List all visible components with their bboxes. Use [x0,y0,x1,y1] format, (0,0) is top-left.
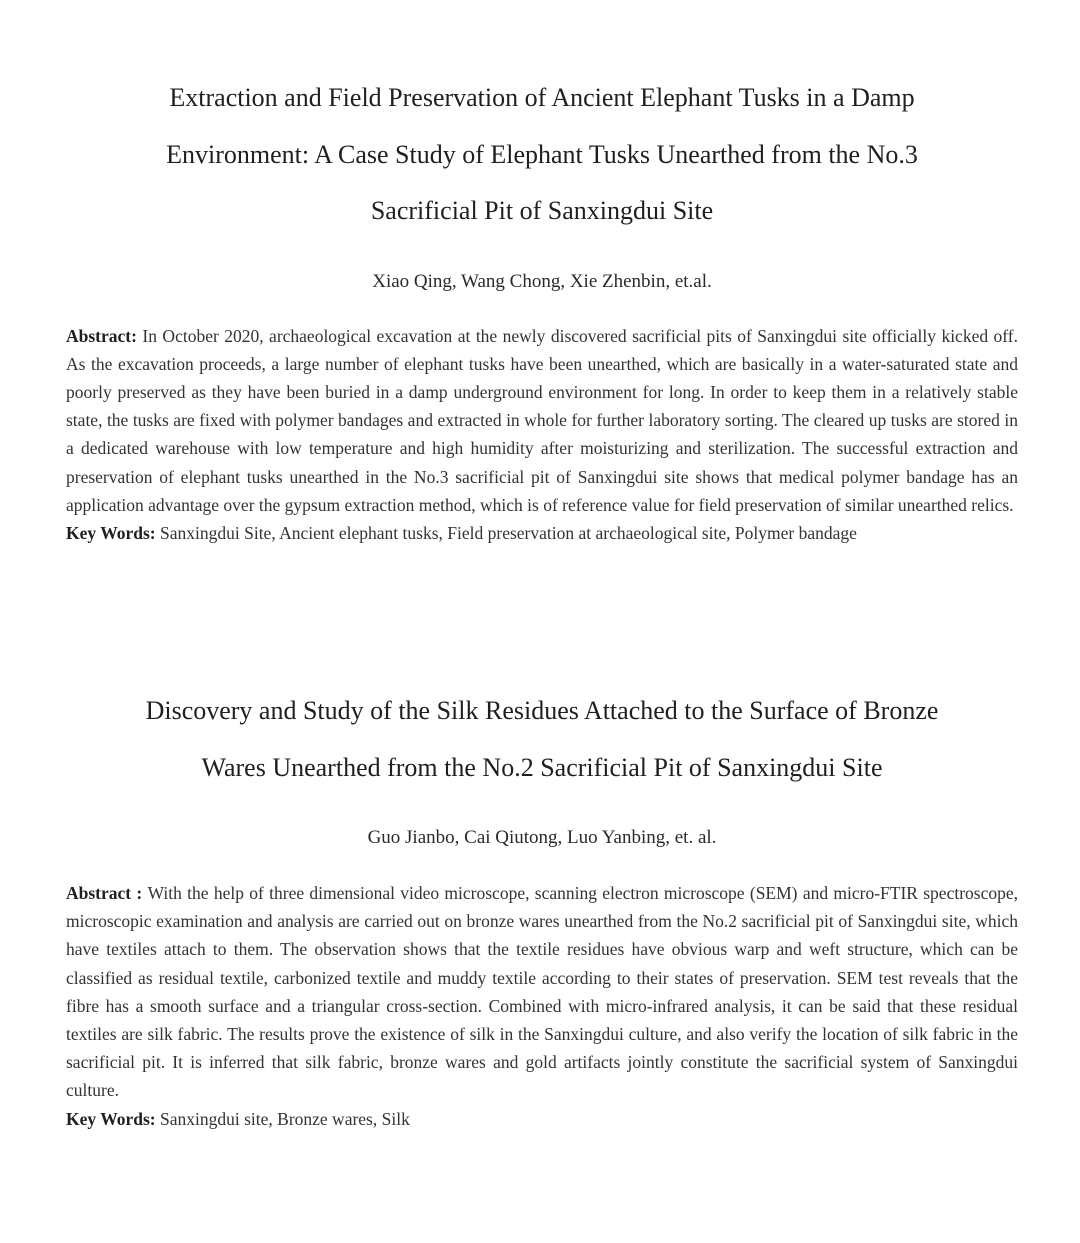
article-title [66,70,1018,240]
title-line: Sacrificial Pit of Sanxingdui Site [370,196,714,225]
author-list: Xiao Qing, Wang Chong, Xie Zhenbin, et.al. [372,270,712,292]
keywords-label: Key Words: [66,522,156,543]
article-elephant-tusks [66,70,1018,547]
article-silk-residues [66,683,1018,1133]
title-line: Extraction and Field Preservation of Ancient Elephant Tusks in a Damp [169,83,915,112]
article-title [66,683,1018,796]
keywords-text: Sanxingdui Site, Ancient elephant tusks, Field preservation at archaeological site, Polymer bandage [160,522,857,543]
abstract-label: Abstract : [66,883,143,903]
abstract-text: In October 2020, archaeological excavation at the newly discovered sacrificial pits of Sanxingdui site officially kicked off. As the excavation proceeds, a large number of elephant tusks have been unearthed, which are basically in a water-saturated state and poorly preserved as they have been buried in a damp underground environment for long. In order to keep them in a relatively stable state, the tusks are fixed with polymer bandages and extracted in whole for further laboratory sorting. The cleared up tusks are stored in a dedicated warehouse with low temperature and high humidity after moisturizing and sterilization. The successful extraction and preservation of elephant tusks unearthed in the No.3 sacrificial pit of Sanxingdui site shows that medical polymer bandage has an application advantage over the gypsum extraction method, which is of reference value for field preservation of similar unearthed relics. [66,325,1019,515]
keywords-text: Sanxingdui site, Bronze wares, Silk [160,1108,410,1129]
abstract-paragraph [66,322,1018,519]
abstract-text: With the help of three dimensional video microscope, scanning electron microscope (SEM) and micro-FTIR spectroscope, microscopic examination and analysis are carried out on bronze wares unearthed from the No.2 sacrificial pit of Sanxingdui site, which have textiles attach to them. The observation shows that the textile residues have obvious warp and weft structure, which can be classified as residual textile, carbonized textile and muddy textile according to their states of preservation. SEM test reveals that the fibre has a smooth surface and a triangular cross-section. Combined with micro-infrared analysis, it can be said that these residual textiles are silk fabric. The results prove the existence of silk in the Sanxingdui culture, and also verify the location of silk fabric in the sacrificial pit. It is inferred that silk fabric, bronze wares and gold artifacts jointly constitute the sacrificial system of Sanxingdui culture. [66,883,1018,1101]
title-line: Discovery and Study of the Silk Residues Attached to the Surface of Bronze [145,696,939,725]
keywords-line [66,519,1018,547]
author-list: Guo Jianbo, Cai Qiutong, Luo Yanbing, et. al. [367,827,717,848]
abstract-paragraph [66,879,1018,1105]
keywords-line [66,1105,1018,1133]
keywords-label: Key Words: [66,1108,156,1129]
abstract-label: Abstract: [66,325,137,346]
title-line: Environment: A Case Study of Elephant Tusks Unearthed from the No.3 [166,139,918,169]
title-line: Wares Unearthed from the No.2 Sacrificial Pit of Sanxingdui Site [201,752,883,782]
